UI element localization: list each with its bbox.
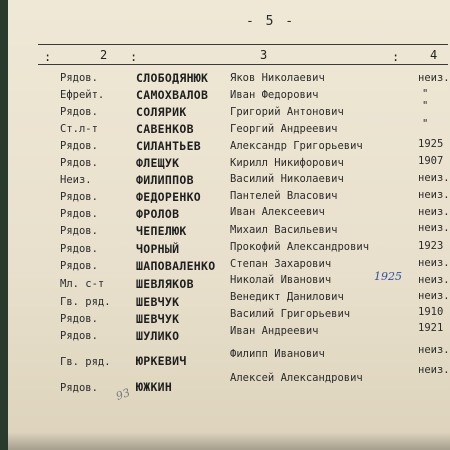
- surname-cell: ШЕВЧУК: [136, 295, 180, 309]
- given-name-cell: Василий Григорьевич: [230, 308, 351, 320]
- column-header-3: 3: [260, 48, 268, 62]
- year-cell: 1910: [418, 306, 444, 318]
- surname-cell: СОЛЯРИК: [136, 105, 187, 119]
- year-cell: 1921: [418, 322, 444, 334]
- year-cell: ": [422, 88, 429, 100]
- surname-cell: ФЕДОРЕНКО: [136, 190, 202, 204]
- given-name-cell: Иван Алексеевич: [230, 206, 325, 218]
- year-cell: ": [422, 100, 429, 112]
- given-name-cell: Филипп Иванович: [230, 348, 325, 360]
- given-name-cell: Николай Иванович: [230, 274, 332, 286]
- year-cell: неиз.: [418, 72, 450, 84]
- given-name-cell: Василий Николаевич: [230, 173, 344, 185]
- rank-cell: Гв. ряд.: [60, 356, 111, 368]
- rank-cell: Рядов.: [60, 208, 98, 220]
- rank-cell: Рядов.: [60, 140, 98, 152]
- rank-cell: Гв. ряд.: [60, 296, 111, 308]
- page-number: - 5 -: [246, 14, 296, 29]
- surname-cell: СЛОБОДЯНЮК: [136, 71, 209, 85]
- rank-cell: Мл. с-т: [60, 278, 105, 290]
- year-cell: неиз.: [418, 257, 450, 269]
- column-separator-3: :: [392, 50, 400, 64]
- rank-cell: Рядов.: [60, 260, 98, 272]
- year-cell: неиз.: [418, 274, 450, 286]
- year-cell: ": [422, 118, 429, 130]
- rank-cell: Рядов.: [60, 243, 98, 255]
- rank-cell: Рядов.: [60, 157, 98, 169]
- column-header-4: 4: [430, 48, 438, 62]
- rank-cell: Рядов.: [60, 72, 98, 84]
- given-name-cell: Александр Григорьевич: [230, 140, 363, 152]
- margin-pencil-note: 93: [114, 385, 132, 404]
- rank-cell: Рядов.: [60, 106, 98, 118]
- rank-cell: Ефрейт.: [60, 89, 105, 101]
- year-cell: 1925: [418, 138, 444, 150]
- surname-cell: ФЛЕЩУК: [136, 156, 180, 170]
- surname-cell: ШУЛИКО: [136, 329, 180, 343]
- given-name-cell: Георгий Андреевич: [230, 123, 338, 135]
- surname-cell: ЮРКЕВИЧ: [136, 354, 187, 368]
- rank-cell: Рядов.: [60, 225, 98, 237]
- given-name-cell: Прокофий Александрович: [230, 241, 370, 253]
- given-name-cell: Иван Андреевич: [230, 325, 319, 337]
- year-cell: неиз.: [418, 172, 450, 184]
- given-name-cell: Алексей Александрович: [230, 372, 363, 384]
- rank-cell: Неиз.: [60, 174, 92, 186]
- given-name-cell: Пантелей Власович: [230, 190, 338, 202]
- document-page: [8, 0, 450, 450]
- given-name-cell: Кирилл Никифорович: [230, 157, 344, 169]
- year-cell: неиз.: [418, 206, 450, 218]
- rank-cell: Рядов.: [60, 191, 98, 203]
- year-cell: неиз.: [418, 364, 450, 376]
- surname-cell: ЮЖКИН: [136, 380, 173, 394]
- surname-cell: САВЕНКОВ: [136, 122, 194, 136]
- surname-cell: ШАПОВАЛЕНКО: [136, 259, 216, 273]
- surname-cell: ФИЛИППОВ: [136, 173, 194, 187]
- year-cell: неиз.: [418, 222, 450, 234]
- surname-cell: СИЛАНТЬЕВ: [136, 139, 202, 153]
- surname-cell: ЧЕПЕЛЮК: [136, 224, 187, 238]
- rank-cell: Ст.л-т: [60, 123, 98, 135]
- surname-cell: ШЕВЧУК: [136, 312, 180, 326]
- handwritten-year-note: 1925: [374, 270, 402, 283]
- column-header-2: 2: [100, 48, 108, 62]
- given-name-cell: Михаил Васильевич: [230, 224, 338, 236]
- rank-cell: Рядов.: [60, 330, 98, 342]
- surname-cell: ФРОЛОВ: [136, 207, 180, 221]
- year-cell: неиз.: [418, 344, 450, 356]
- column-separator-1: :: [44, 50, 52, 64]
- table-header-rule: [38, 64, 448, 65]
- column-separator-2: :: [130, 50, 138, 64]
- given-name-cell: Яков Николаевич: [230, 72, 325, 84]
- year-cell: 1923: [418, 240, 444, 252]
- surname-cell: ШЕВЛЯКОВ: [136, 277, 194, 291]
- surname-cell: ЧОРНЫЙ: [136, 242, 180, 256]
- rank-cell: Рядов.: [60, 382, 98, 394]
- given-name-cell: Венедикт Данилович: [230, 291, 344, 303]
- year-cell: неиз.: [418, 189, 450, 201]
- given-name-cell: Иван Федорович: [230, 89, 319, 101]
- table-top-rule: [38, 44, 448, 45]
- rank-cell: Рядов.: [60, 313, 98, 325]
- given-name-cell: Григорий Антонович: [230, 106, 344, 118]
- surname-cell: САМОХВАЛОВ: [136, 88, 209, 102]
- year-cell: неиз.: [418, 290, 450, 302]
- year-cell: 1907: [418, 155, 444, 167]
- given-name-cell: Степан Захарович: [230, 258, 332, 270]
